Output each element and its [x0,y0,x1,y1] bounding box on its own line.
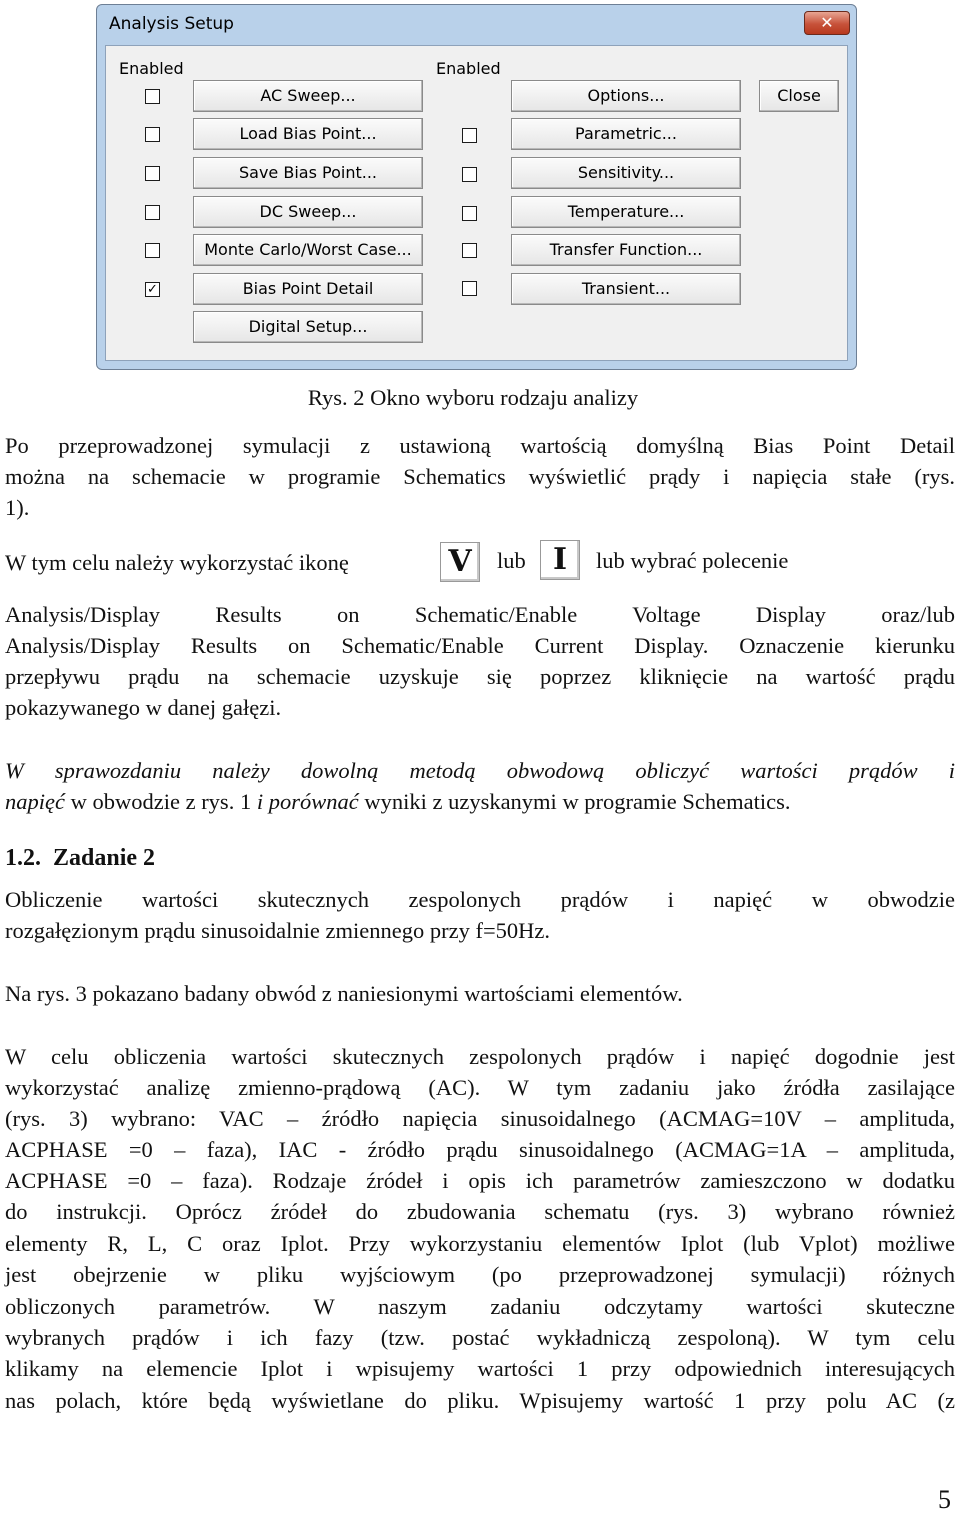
close-button[interactable]: Close [759,80,839,112]
temperature-checkbox[interactable] [462,206,477,221]
voltage-display-icon: V [440,542,480,582]
icon-line-text2: lub [497,548,526,573]
para3-text-d: wyniki z uzyskanymi w programie Schematics. [358,789,791,814]
para3-italic-c: i porównać [256,789,359,814]
dc-sweep-button[interactable]: DC Sweep... [193,196,423,228]
load-bias-point-checkbox[interactable] [145,127,160,142]
para6-line: klikamy na elemencie Iplot i wpisujemy wartości 1 przy odpowiednich interesujących [5,1356,955,1381]
para3-line2 [5,786,955,817]
para6-line: W celu obliczenia wartości skutecznych zespolonych prądów i napięć dogodnie jest [5,1044,955,1069]
para6-line: wykorzystać analizę zmienno-prądową (AC). W tym zadaniu jako źródła zasilające [5,1075,955,1100]
options-button[interactable]: Options... [511,80,741,112]
dc-sweep-checkbox[interactable] [145,205,160,220]
close-window-icon[interactable]: ✕ [804,11,850,35]
transient-button[interactable]: Transient... [511,273,741,305]
para1-line3: 1). [5,495,30,520]
para6-line: obliczonych parametrów. W naszym zadaniu odczytamy wartości skuteczne [5,1294,955,1319]
parametric-checkbox[interactable] [462,128,477,143]
bias-point-detail-button[interactable]: Bias Point Detail [193,273,423,305]
para3-line1: W sprawozdaniu należy dowolną metodą obwodową obliczyć wartości prądów i [5,758,955,783]
para5: Na rys. 3 pokazano badany obwód z naniesionymi wartościami elementów. [5,981,683,1006]
para6-line: do instrukcji. Oprócz źródeł do zbudowania schematu (rys. 3) wybrano również [5,1199,955,1224]
para3-text-b: w obwodzie z rys. 1 [64,789,257,814]
analysis-setup-dialog [96,4,857,370]
page-number: 5 [938,1485,951,1514]
monte-carlo-checkbox[interactable] [145,243,160,258]
monte-carlo-button[interactable]: Monte Carlo/Worst Case... [193,234,423,266]
icon-line-text3: lub wybrać polecenie [596,548,789,573]
sensitivity-checkbox[interactable] [462,167,477,182]
para2-line1: Analysis/Display Results on Schematic/Enable Voltage Display oraz/lub [5,602,955,627]
digital-setup-button[interactable]: Digital Setup... [193,311,423,343]
load-bias-point-button[interactable]: Load Bias Point... [193,118,423,150]
dialog-body [105,45,848,361]
right-enabled-label: Enabled [436,59,501,78]
para1-line1: Po przeprowadzonej symulacji z ustawioną wartością domyślną Bias Point Detail [5,433,955,458]
parametric-button[interactable]: Parametric... [511,118,741,150]
ac-sweep-button[interactable]: AC Sweep... [193,80,423,112]
para6-line: ACPHASE =0 – faza). Rodzaje źródeł i opis ich parametrów zamieszczono w dodatku [5,1168,955,1193]
para6-line: nas polach, które będą wyświetlane do pliku. Wpisujemy wartość 1 przy polu AC (z [5,1388,955,1413]
para6-line: ACPHASE =0 – faza), IAC - źródło prądu sinusoidalnego (ACMAG=1A – amplituda, [5,1137,955,1162]
para4-line1: Obliczenie wartości skutecznych zespolonych prądów i napięć w obwodzie [5,887,955,912]
temperature-button[interactable]: Temperature... [511,196,741,228]
section-heading: 1.2. Zadanie 2 [5,845,156,871]
para2-line4: pokazywanego w danej gałęzi. [5,695,282,720]
current-display-icon: I [540,540,580,580]
save-bias-point-button[interactable]: Save Bias Point... [193,157,423,189]
para2-line2: Analysis/Display Results on Schematic/Enable Current Display. Oznaczenie kierunku [5,633,955,658]
ac-sweep-checkbox[interactable] [145,89,160,104]
transient-checkbox[interactable] [462,281,477,296]
para1-line2: można na schemacie w programie Schematics wyświetlić prądy i napięcia stałe (rys. [5,464,955,489]
para6-line: (rys. 3) wybrano: VAC – źródło napięcia sinusoidalnego (ACMAG=10V – amplituda, [5,1106,955,1131]
para6-line: wybranych prądów i ich fazy (tzw. postać wykładniczą zespoloną). W tym celu [5,1325,955,1350]
para4-line2: rozgałęzionym prądu sinusoidalnie zmiennego przy f=50Hz. [5,918,551,943]
figure-caption: Rys. 2 Okno wyboru rodzaju analizy [307,385,639,410]
sensitivity-button[interactable]: Sensitivity... [511,157,741,189]
transfer-function-button[interactable]: Transfer Function... [511,234,741,266]
left-enabled-label: Enabled [119,59,184,78]
bias-point-detail-checkbox[interactable]: ✓ [145,282,160,297]
para6-line: jest obejrzenie w pliku wyjściowym (po przeprowadzonej symulacji) różnych [5,1262,955,1287]
icon-line-text1: W tym celu należy wykorzystać ikonę [5,550,349,575]
para3-italic-a: napięć [5,789,65,814]
dialog-title: Analysis Setup [109,14,234,34]
save-bias-point-checkbox[interactable] [145,166,160,181]
para6-line: elementy R, L, C oraz Iplot. Przy wykorzystaniu elementów Iplot (lub Vplot) możliwe [5,1231,955,1256]
para2-line3: przepływu prądu na schemacie uzyskuje się poprzez kliknięcie na wartość prądu [5,664,955,689]
transfer-function-checkbox[interactable] [462,243,477,258]
